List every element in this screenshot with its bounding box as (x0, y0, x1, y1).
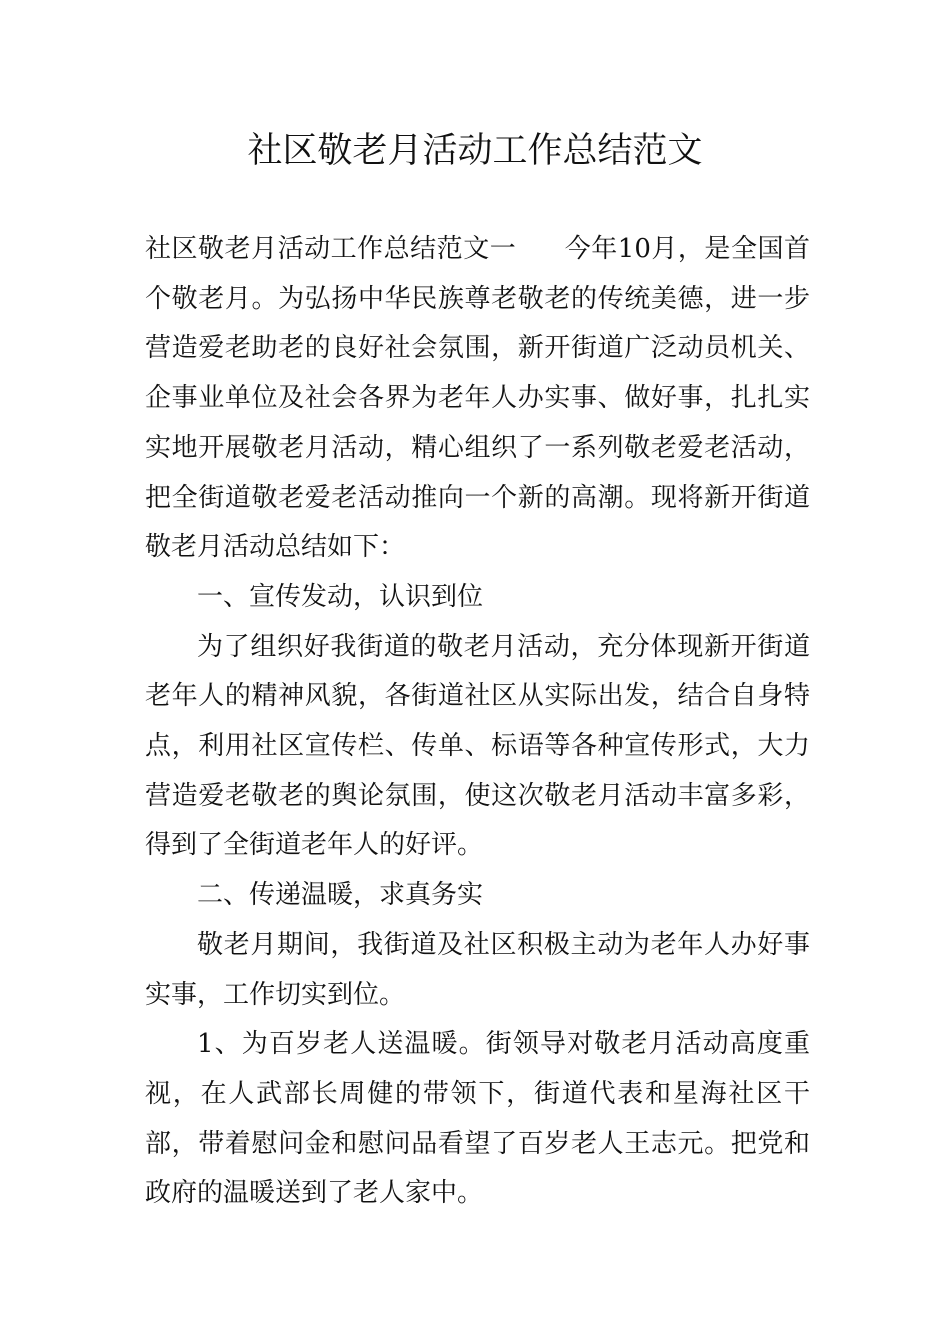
intro-text: 今年10月，是全国首个敬老月。为弘扬中华民族尊老敬老的传统美德，进一步营造爱老助老的良好社会氛围，新开街道广泛动员机关、企事业单位及社会各界为老年人办实事、做好事，扎扎实实地开展敬老月活动，精心组织了一系列敬老爱老活动，把全街道敬老爱老活动推向一个新的高潮。现将新开街道敬老月活动总结如下： (145, 234, 810, 563)
section1-paragraph: 为了组织好我街道的敬老月活动，充分体现新开街道老年人的精神风貌，各街道社区从实际出发，结合自身特点，利用社区宣传栏、传单、标语等各种宣传形式，大力营造爱老敬老的舆论氛围，使这次敬老月活动丰富多彩，得到了全街道老年人的好评。 (145, 631, 810, 861)
document-body (145, 225, 810, 1219)
item1-paragraph: 1、为百岁老人送温暖。街领导对敬老月活动高度重视，在人武部长周健的带领下，街道代表和星海社区干部，带着慰问金和慰问品看望了百岁老人王志元。把党和政府的温暖送到了老人家中。 (145, 1029, 810, 1209)
document-title: 社区敬老月活动工作总结范文 (247, 131, 703, 171)
section2-heading: 二、传递温暖，求真务实 (197, 880, 484, 911)
section2-paragraph: 敬老月期间，我街道及社区积极主动为老年人办好事实事，工作切实到位。 (145, 929, 810, 1010)
intro-label: 社区敬老月活动工作总结范文一 (145, 234, 517, 264)
intro-paragraph (145, 225, 810, 573)
section1-heading: 一、宣传发动，认识到位 (197, 581, 484, 612)
